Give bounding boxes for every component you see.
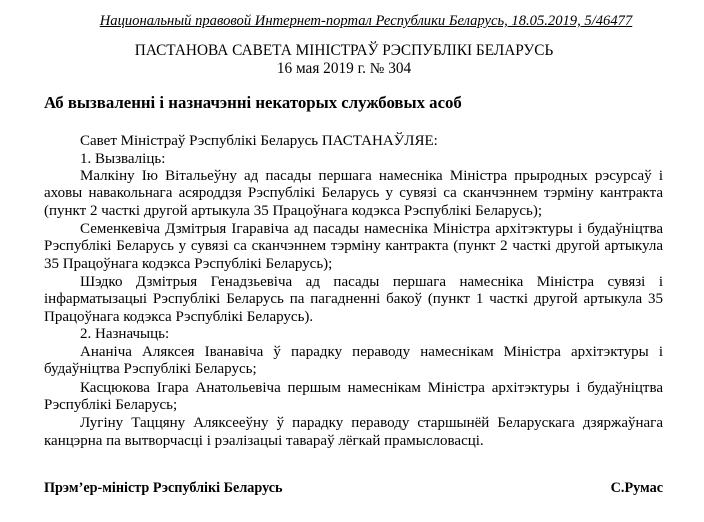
- document-heading: Аб вызваленні і назначэнні некаторых службовых асоб: [44, 93, 462, 112]
- appoint-item-ananich: Ананіча Аляксея Іванавіча ў парадку пераводу намеснікам Міністра архітэктуры і будаўніцтва Рэспублікі Беларусь;: [44, 343, 663, 377]
- signatory-name: С.Румас: [610, 480, 663, 496]
- document-body: [44, 133, 663, 450]
- section-2-heading: 2. Назначыць:: [80, 326, 170, 343]
- appoint-item-lugina: Лугіну Таццяну Аляксееўну ў парадку пераводу старшынёй Беларускага дзяржаўнага канцэрна па вытворчасці і рэалізацыі тавараў лёгкай прамысловасці.: [44, 415, 663, 449]
- document-type-title: ПАСТАНОВА САВЕТА МІНІСТРАЎ РЭСПУБЛІКІ БЕЛАРУСЬ: [134, 42, 554, 59]
- release-item-malkina: Малкіну Ію Вітальеўну ад пасады першага намесніка Міністра прыродных рэсурсаў і аховы навакольнага асяроддзя Рэспублікі Беларусь у сувязі са сканчэннем тэрміну кантракта (пункт 2 часткі другой артыкула 35 Працоўнага кодэкса Рэспублікі Беларусь);: [44, 168, 663, 219]
- release-item-semenkevich: Семенкевіча Дзмітрыя Ігаравіча ад пасады намесніка Міністра архітэктуры і будаўніцтва Рэспублікі Беларусь у сувязі са сканчэннем тэрміну кантракта (пункт 2 часткі другой артыкула 35 Працоўнага кодэкса Рэспублікі Беларусь);: [44, 221, 663, 272]
- preamble-paragraph: Савет Міністраў Рэспублікі Беларусь ПАСТАНАЎЛЯЕ:: [80, 133, 438, 149]
- appoint-item-kastsiukou: Касцюкова Ігара Анатольевіча першым намеснікам Міністра архітэктуры і будаўніцтва Рэспублікі Беларусь;: [44, 379, 663, 413]
- portal-publication-line: Национальный правовой Интернет-портал Республики Беларусь, 18.05.2019, 5/46477: [99, 13, 633, 29]
- signatory-title: Прэм’ер-міністр Рэспублікі Беларусь: [44, 480, 283, 496]
- document-date-number: 16 мая 2019 г. № 304: [276, 60, 412, 77]
- section-1-heading: 1. Вызваліць:: [80, 150, 166, 167]
- release-item-shedko: Шэдко Дзмітрыя Генадзьевіча ад пасады першага намесніка Міністра сувязі і інфарматызацыі Рэспублікі Беларусь па пагадненні бакоў (пункт 1 часткі другой артыкула 35 Працоўнага кодэкса Рэспублікі Беларусь).: [44, 274, 663, 325]
